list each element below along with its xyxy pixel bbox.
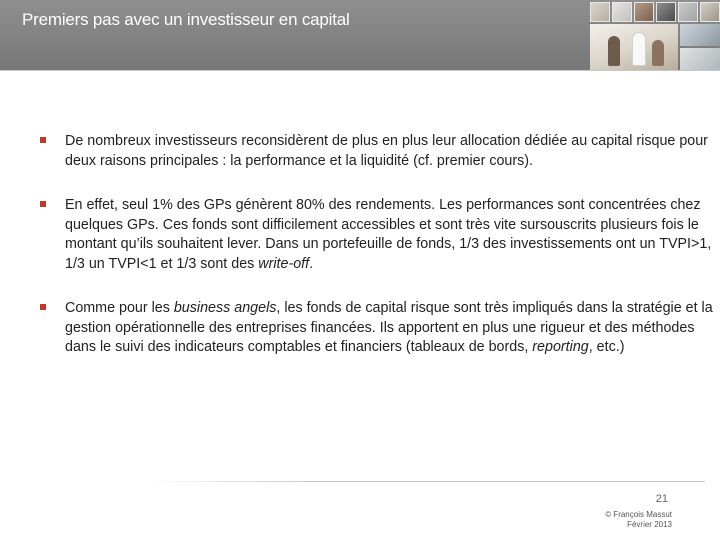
page-number: 21 [655, 493, 668, 505]
person-figure [608, 36, 620, 66]
thumbnail-photo [700, 2, 720, 22]
thumbnail-photo [656, 2, 676, 22]
bullet-text [65, 299, 716, 358]
thumbnail-photo [590, 2, 610, 22]
bullet-list [40, 132, 716, 383]
thumbnail-photo [634, 2, 654, 22]
header-photo-collage [590, 0, 720, 70]
side-photo [680, 48, 720, 70]
emphasis-text: reporting [532, 339, 589, 355]
bullet-marker-icon [40, 137, 46, 143]
thumbnail-photo [678, 2, 698, 22]
bullet-item [40, 299, 716, 358]
bullet-text-segment: Comme pour les [65, 300, 174, 316]
bullet-text-segment: . [309, 255, 314, 272]
header-bar [0, 0, 720, 70]
copyright-block [605, 510, 672, 530]
emphasis-text: write-off [258, 255, 310, 272]
bullet-text-segment: De nombreux investisseurs reconsidèrent de plus en plus leur allocation dédiée au capital risque pour deux raisons principales : la performance et la liquidité (cf. premier cours). [65, 133, 708, 169]
date-label: Février 2013 [627, 520, 672, 529]
bullet-item [40, 132, 716, 171]
slide-title: Premiers pas avec un investisseur en capital [22, 10, 350, 29]
bullet-text-segment: , etc.) [588, 339, 625, 355]
office-people-photo [590, 24, 678, 70]
footer-divider [145, 481, 705, 482]
side-photo [680, 24, 720, 46]
bullet-marker-icon [40, 201, 46, 207]
bullet-text-segment: En effet, seul 1% des GPs génèrent 80% des rendements. Les performances sont concentrées chez quelques GPs. Ces fonds sont difficilement accessibles et sont très vite sursouscrits plusieurs fois le montant qu’ils souhaitent lever. Dans un portefeuille de fonds, 1/3 des investissements ont un TVPI>1, 1/3 un TVPI<1 et 1/3 sont des [65, 197, 712, 272]
header-divider [0, 70, 720, 71]
bullet-text-segment: , les fonds de capital risque sont très impliqués dans la stratégie et la gestion opérationnelle des entreprises financées. Ils apportent en plus une rigueur et des méthodes dans le suivi des indicateurs comptables et financiers (tableaux de bords, [65, 300, 713, 355]
author-credit: © François Massut [605, 510, 672, 519]
bullet-text [65, 132, 716, 171]
bullet-item [40, 196, 716, 274]
bullet-text [65, 196, 716, 274]
person-figure [632, 32, 646, 66]
bullet-marker-icon [40, 304, 46, 310]
thumbnail-photo [612, 2, 632, 22]
person-figure [652, 40, 664, 66]
emphasis-text: business angels [173, 300, 277, 316]
